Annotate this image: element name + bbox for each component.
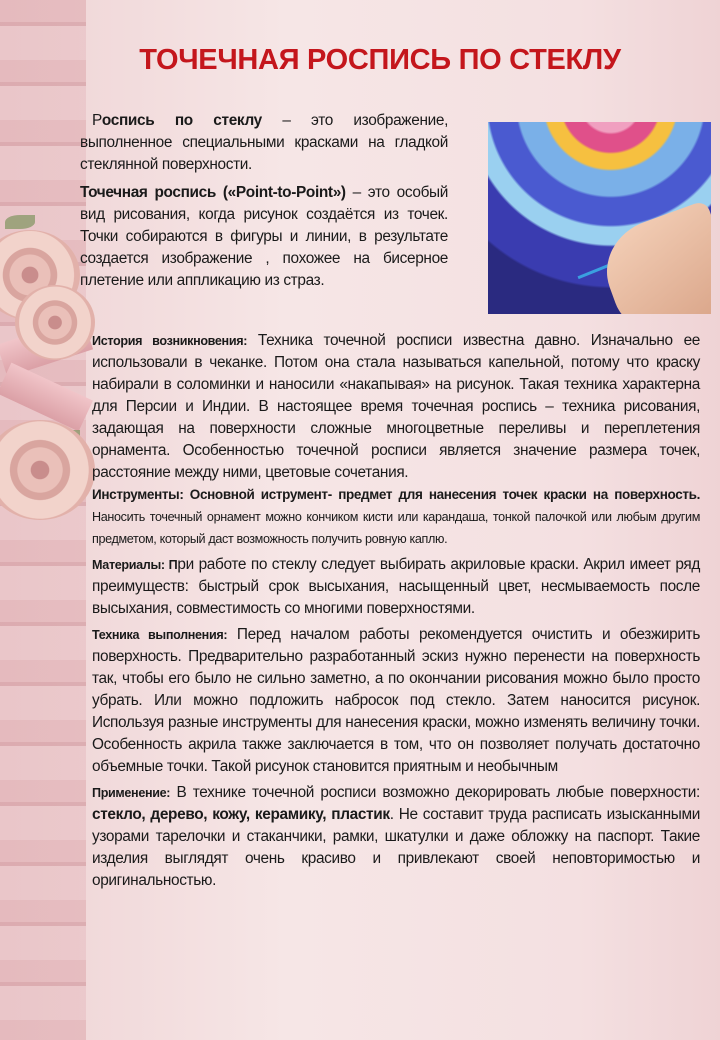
- section-application: Применение: В технике точечной росписи возможно декорировать любые поверхности: стекло, дерево, кожу, керамику, пластик. Не составит труда расписать изысканными узорами тарелочки и стаканчики, рамки, шкатулки и даже обложку на паспорт. Такие изделия выглядят очень красиво и привлекают своей неповторимостью и оригинальностью.: [92, 784, 700, 889]
- dot-painting-photo: [488, 122, 711, 314]
- intro-paragraph-1: Роспись по стеклу – это изображение, выполненное специальными красками на гладкой стеклянной поверхности.: [80, 112, 448, 173]
- section-tools: Инструменты: Основной иструмент- предмет для нанесения точек краски на поверхность. Наносить точечный орнамент можно кончиком кисти или карандаша, тонкой палочкой или любым другим предметом, который даст возможность получить ровную каплю.: [92, 487, 700, 546]
- rose-decoration: [15, 285, 95, 360]
- intro-paragraph-2: Точечная роспись («Point-to-Point») – это особый вид рисования, когда рисунок создаётся из точек. Точки собираются в фигуры и линии, в результате создается изображение , похожее на бисерное плетение или аппликацию из страз.: [80, 184, 449, 289]
- leaf-decoration: [5, 215, 35, 229]
- intro-block: [80, 110, 448, 292]
- sections-block: [92, 330, 700, 892]
- page-title: ТОЧЕЧНАЯ РОСПИСЬ ПО СТЕКЛУ: [139, 44, 621, 76]
- section-materials: Материалы: При работе по стеклу следует выбирать акриловые краски. Акрил имеет ряд преимуществ: быстрый срок высыхания, насыщенный цвет, несмываемость после высыхания, совместимость со многими поверхностями.: [92, 556, 700, 617]
- hand-image: [593, 200, 711, 314]
- decorative-border: [0, 0, 86, 1040]
- section-technique: Техника выполнения: Перед началом работы рекомендуется очистить и обезжирить поверхность. Предварительно разработанный эскиз нужно перенести на поверхность так, чтобы его было не сильно заметно, а по окончании рисования можно было просто убрать. Или можно подложить набросок под стекло. Затем наносится рисунок. Используя разные инструменты для нанесения краски, можно изменять величину точки. Особенность акрила также заключается в том, что он позволяет получать достаточно объемные точки. Такой рисунок становится приятным и необычным: [92, 626, 700, 775]
- section-history: История возникновения: Техника точечной росписи известна давно. Изначально ее использовали в чеканке. Потом она стала называться капельной, потому что краску набирали в соломинки и наносили «накапывая» на рисунок. Такая техника характерна для Персии и Индии. В настоящее время точечная роспись – техника рисования, задающая на поверхности сложные многоцветные переливы и переплетения орнамента. Особенностью точечной росписи является значение размера точек, расстояние между ними, цветовые сочетания.: [92, 332, 701, 481]
